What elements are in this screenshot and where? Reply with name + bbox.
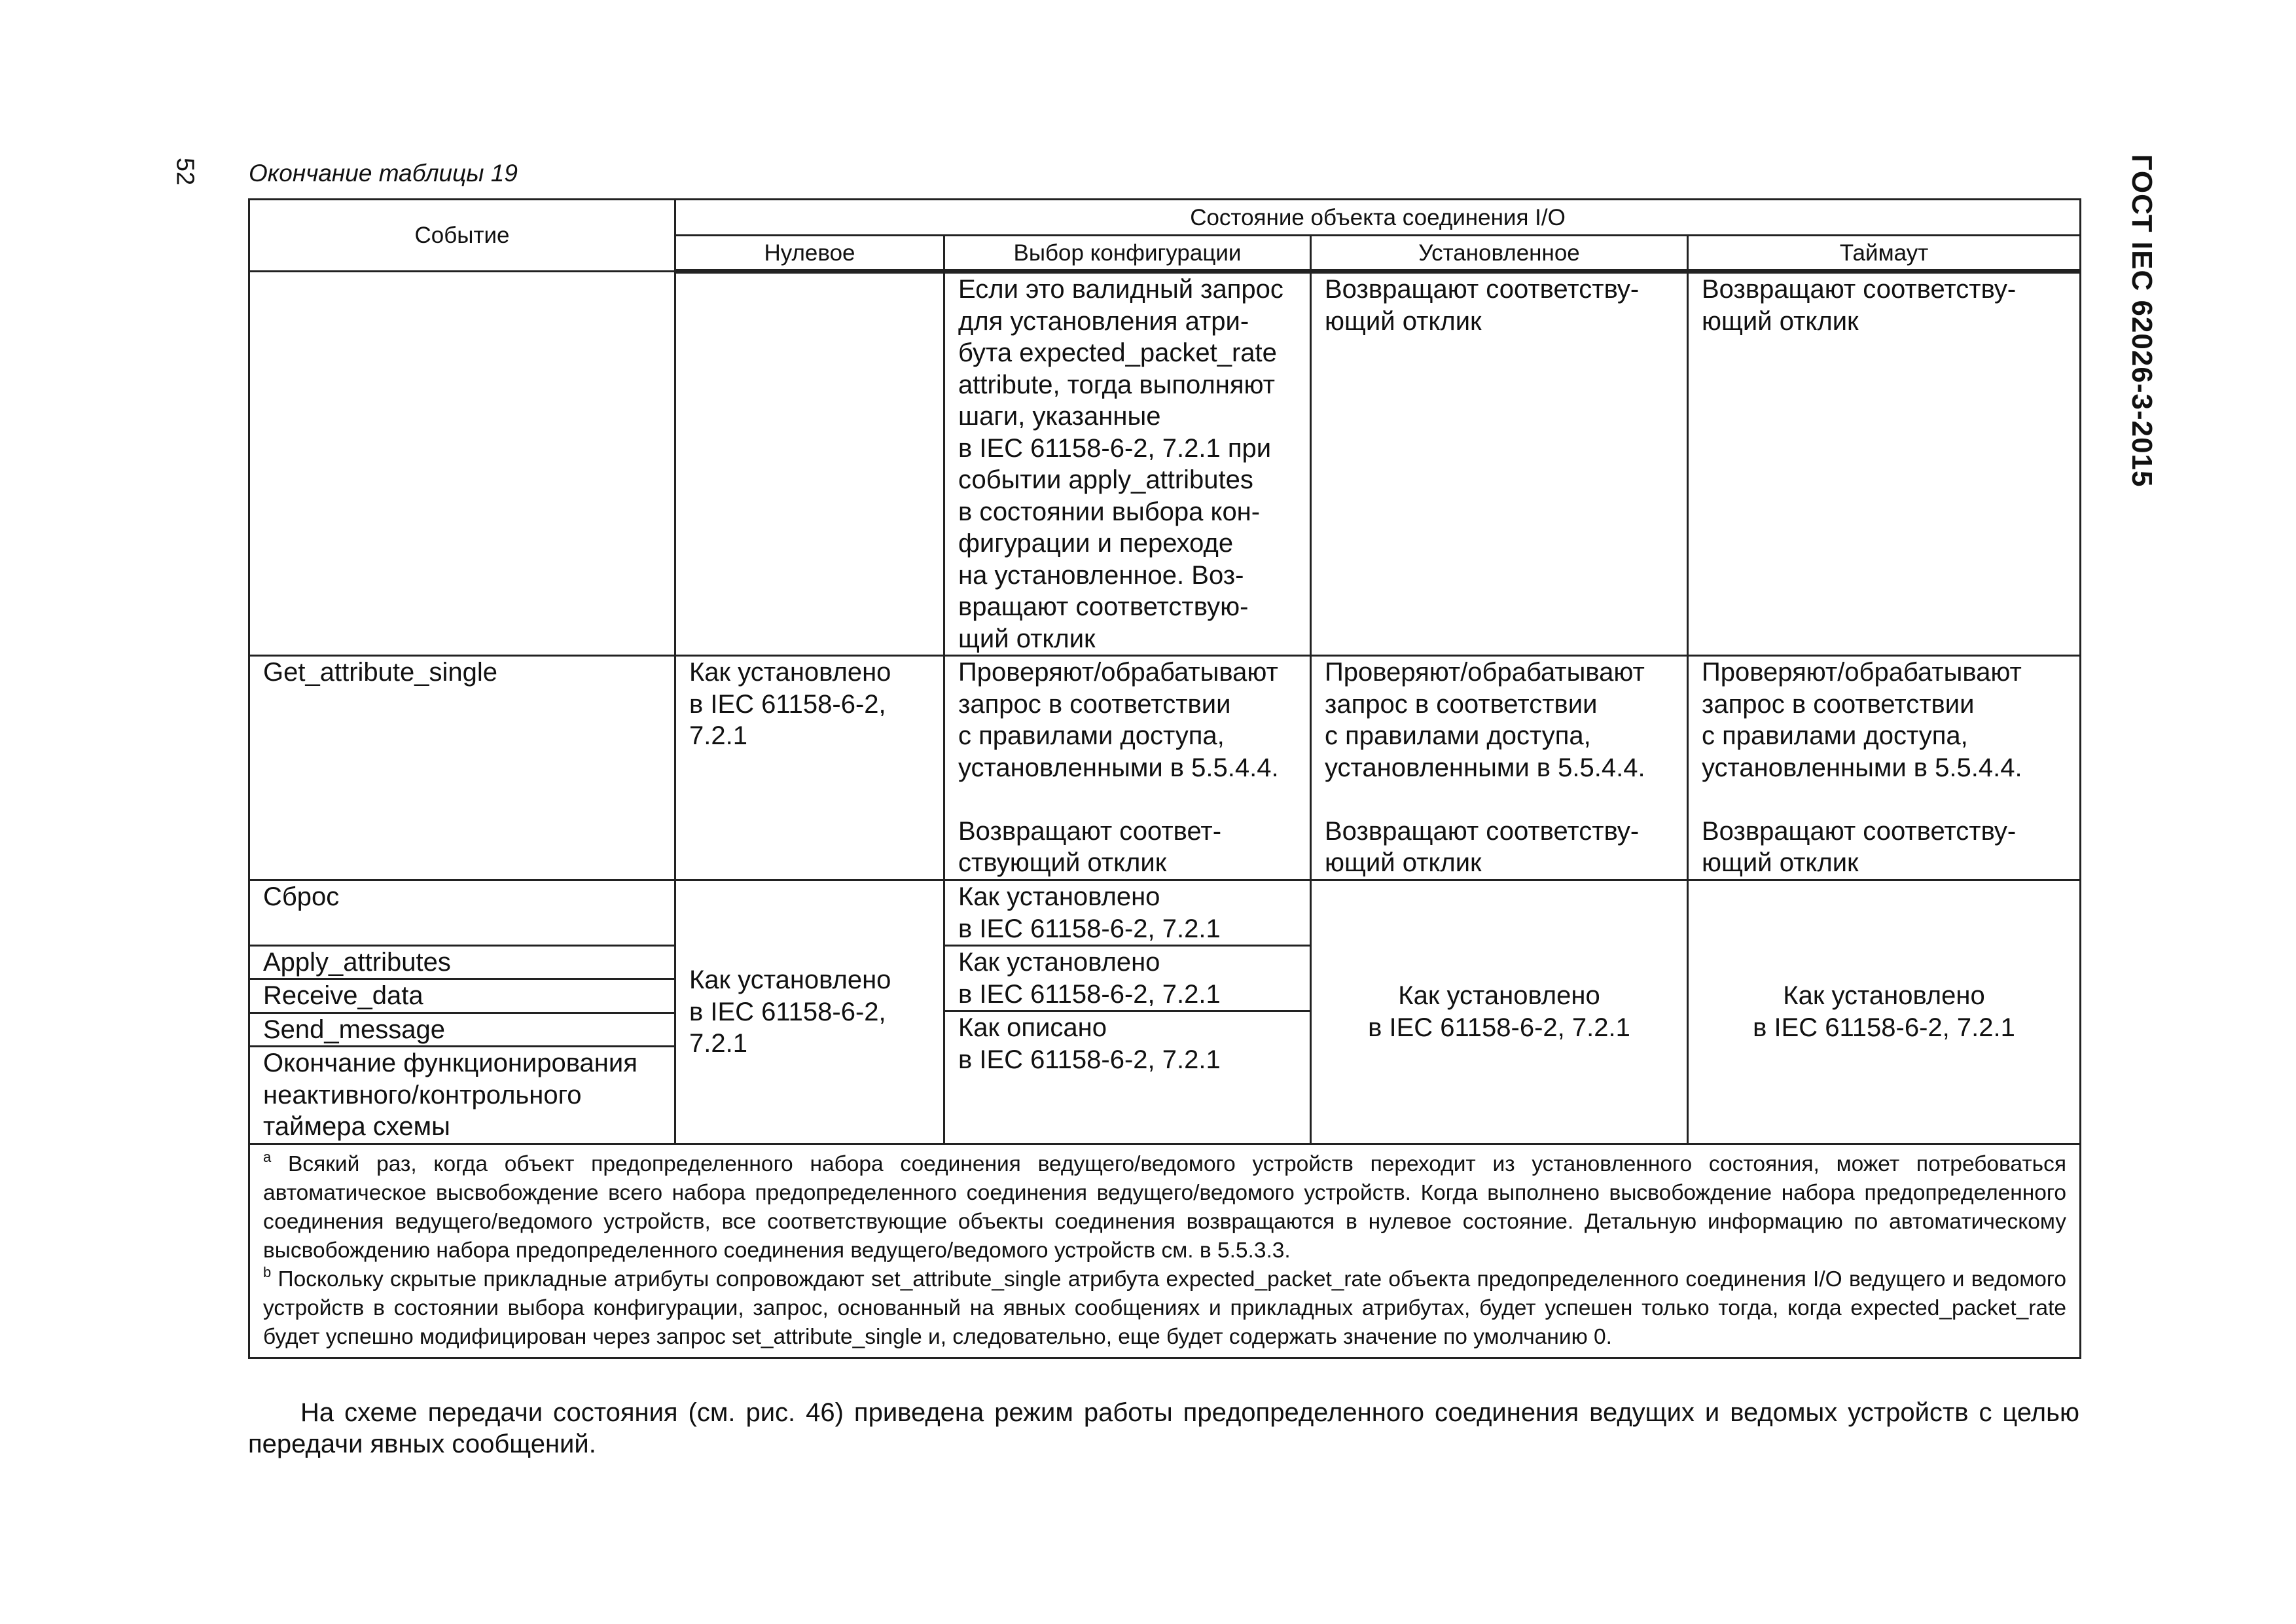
body-paragraph: На схеме передачи состояния (см. рис. 46) приведена режим работы предопределенного соединения ведущих и ведомых устройств с целью передачи явных сообщений.: [248, 1398, 2079, 1458]
cell-config: Как установлено в IEC 61158-6-2, 7.2.1: [945, 946, 1310, 1011]
state-event-table: [248, 198, 2081, 1359]
footnotes: [249, 1144, 2081, 1358]
footnote-text: Всякий раз, когда объект предопределенного набора соединения ведущего/ведомого устройств переходит из установленного состояния, может потребоваться автоматическое высвобождение всего набора предопределенного соединения ведущего/ведомого устройств. Когда выполнено высвобождение набора предопределенного соединения ведущего/ведомого устройств, все соответствующие объекты соединения возвращаются в нулевое состояние. Детальную информацию по автоматическому высвобождению набора предопределенного соединения ведущего/ведомого устройств см. в 5.5.3.3.: [263, 1151, 2067, 1263]
header-state-config: Выбор конфигурации: [944, 236, 1311, 272]
cell-event: [249, 272, 675, 656]
header-state-null: Нулевое: [675, 236, 944, 272]
footnote-mark: b: [263, 1263, 272, 1280]
event-send-message: Send_message: [250, 1013, 674, 1047]
cell-event: Get_attribute_single: [249, 656, 675, 880]
footnote: [263, 1150, 2066, 1265]
event-reset: Сброс: [250, 881, 674, 945]
cell-config: Как установлено в IEC 61158-6-2, 7.2.1: [945, 881, 1310, 946]
event-apply-attributes: Apply_attributes: [250, 945, 674, 979]
cell-config: Проверяют/обрабатывают запрос в соответствии с правилами доступа, установленными в 5.5.4.4. Возвращают соответ- ствующий отклик: [944, 656, 1311, 880]
header-event: Событие: [249, 200, 675, 272]
cell-config: Если это валидный запрос для установления атри- бута expected_packet_rate attribute, тогда выполняют шаги, указанные в IEC 61158-6-2, 7.2.1 при событии apply_attributes в состоянии выбора кон- фигурации и переходе на установленное. Воз- вращают соответствую- щий отклик: [944, 272, 1311, 656]
footnote-text: Поскольку скрытые прикладные атрибуты сопровождают set_attribute_single атрибута expected_packet_rate объекта предопределенного соединения I/O ведущего и ведомого устройств в состоянии выбора конфигурации, запрос, основанный на явных сообщениях и прикладных атрибутах, будет успешен только тогда, когда expected_packet_rate будет успешно модифицирован через запрос set_attribute_single и, следовательно, еще будет содержать значение по умолчанию 0.: [263, 1267, 2067, 1349]
cell-established: Возвращают соответству- ющий отклик: [1311, 272, 1688, 656]
cell-null: [675, 272, 944, 656]
table-row: [249, 272, 2081, 656]
event-receive-data: Receive_data: [250, 979, 674, 1013]
cell-null: Как установлено в IEC 61158-6-2, 7.2.1: [675, 880, 944, 1144]
table-row-group: [249, 880, 2081, 1144]
cell-timeout: Как установлено в IEC 61158-6-2, 7.2.1: [1688, 880, 2081, 1144]
cell-established: Проверяют/обрабатывают запрос в соответствии с правилами доступа, установленными в 5.5.4.4. Возвращают соответству- ющий отклик: [1311, 656, 1688, 880]
cell-null: Как установлено в IEC 61158-6-2, 7.2.1: [675, 656, 944, 880]
footnote-mark: a: [263, 1148, 272, 1165]
cell-event-group: [249, 880, 675, 1144]
document-code: ГОСТ IEC 62026-3-2015: [2126, 154, 2158, 488]
event-watchdog-timeout: Окончание функционирования неактивного/контрольного таймера схемы: [263, 1049, 637, 1141]
table-footnotes-row: [249, 1144, 2081, 1358]
cell-established: Как установлено в IEC 61158-6-2, 7.2.1: [1311, 880, 1688, 1144]
table-caption: Окончание таблицы 19: [249, 160, 518, 187]
cell-config-group: [944, 880, 1311, 1144]
cell-config: Как описано в IEC 61158-6-2, 7.2.1: [958, 1013, 1221, 1074]
footnote: [263, 1265, 2066, 1352]
cell-timeout: Проверяют/обрабатывают запрос в соответствии с правилами доступа, установленными в 5.5.4.4. Возвращают соответству- ющий отклик: [1688, 656, 2081, 880]
cell-timeout: Возвращают соответству- ющий отклик: [1688, 272, 2081, 656]
table-row: [249, 656, 2081, 880]
page-number: 52: [171, 157, 199, 186]
header-state-timeout: Таймаут: [1688, 236, 2081, 272]
header-state-established: Установленное: [1311, 236, 1688, 272]
header-state-group: Состояние объекта соединения I/O: [675, 200, 2081, 236]
